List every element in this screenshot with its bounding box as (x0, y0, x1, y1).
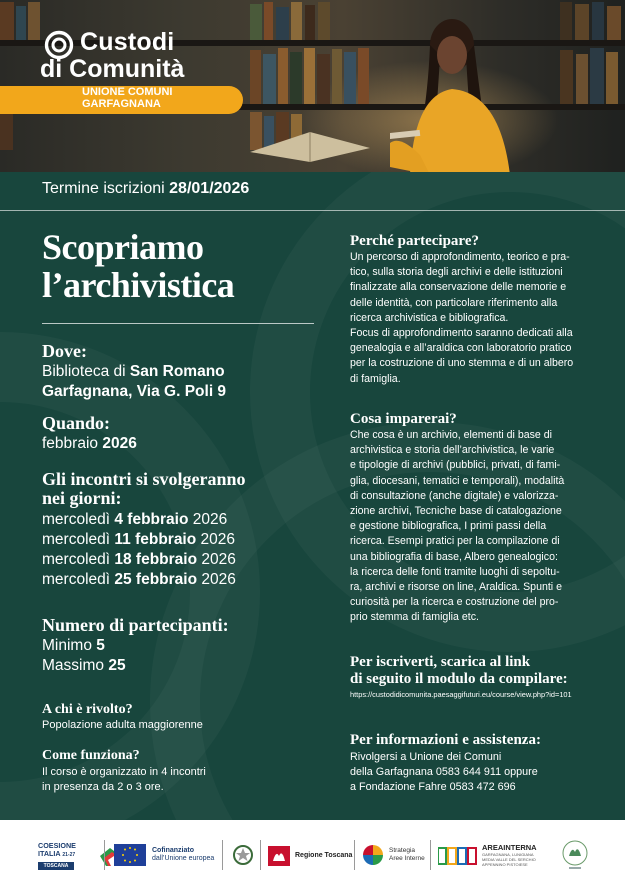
info-heading: Per informazioni e assistenza: (350, 732, 541, 748)
participants-heading: Numero di partecipanti: (42, 615, 229, 635)
learn-line: e gestione bibliografica, I primi passi della (350, 520, 547, 533)
learn-line: prio stemma di famiglia etc. (350, 611, 479, 624)
when-month: febbraio (42, 435, 99, 452)
area-interna-logo (438, 844, 537, 867)
how-heading: Come funziona? (42, 748, 140, 763)
learn-line: una bibliografia di base, Albero genealogico: (350, 550, 558, 563)
deadline-date: 28/01/2026 (169, 180, 250, 197)
title-divider (42, 323, 314, 324)
meetings-heading-line1: Gli incontri si svolgeranno (42, 469, 246, 489)
why-line: per la costruzione di uno stemma e di un albero (350, 357, 574, 370)
info-line: Rivolgersi a Unione dei Comuni (350, 751, 502, 763)
student-figure (390, 15, 550, 172)
learn-line: glia, diocesani, tematici e temporali), modalità (350, 474, 565, 487)
participants-min (42, 636, 105, 656)
meeting-date: 18 febbraio (114, 551, 198, 568)
why-line: ricerca archivistica e bibliografica. (350, 311, 509, 324)
why-line: delle identità, con particolare riferimento alla (350, 296, 558, 309)
how-line1: Il corso è organizzato in 4 incontri (42, 766, 206, 778)
eu-line2: dall’Unione europea (152, 855, 215, 862)
max-value: 25 (108, 657, 126, 674)
brand-badge-text (82, 86, 172, 110)
learn-line: archivistica e storia dell’archivistica, le varie (350, 444, 555, 457)
eu-line1: Cofinanziato (152, 847, 194, 854)
audience-heading: A chi è rivolto? (42, 702, 133, 717)
min-label: Minimo (42, 637, 92, 654)
coesione-region: TOSCANA (38, 862, 74, 870)
learn-paragraph (350, 428, 600, 626)
meeting-date-item (42, 530, 235, 550)
area-title: AREAINTERNA (482, 843, 537, 852)
meeting-date: 25 febbraio (114, 571, 198, 588)
when-value (42, 434, 137, 454)
eu-logo (114, 844, 214, 866)
open-book-illustration (250, 112, 380, 162)
meeting-weekday: mercoledì (42, 531, 111, 548)
where-heading: Dove: (42, 341, 87, 361)
signup-heading-line2: di seguito il modulo da compilare: (350, 671, 568, 687)
hero-photo (0, 0, 625, 172)
why-line: Un percorso di approfondimento, teorico e pra- (350, 251, 570, 263)
learn-line: Che cosa è un archivio, elementi di base di (350, 429, 552, 441)
deadline (42, 180, 249, 198)
learn-line: ricerca. Esempi pratici per la compilazione di (350, 535, 560, 548)
footer-divider (430, 840, 431, 870)
coesione-line2: ITALIA (38, 849, 61, 858)
meeting-year: 2026 (201, 571, 236, 588)
audience-text: Popolazione adulta maggiorenne (42, 719, 203, 731)
meeting-date: 4 febbraio (114, 511, 189, 528)
meetings-heading-line2: nei giorni: (42, 488, 122, 508)
why-line: genealogia e all’araldica con laboratorio pratico (350, 342, 572, 355)
signup-link[interactable]: https://custodidicomunita.paesaggifuturi.eu/course/view.php?id=101 (350, 690, 572, 699)
where-prefix: Biblioteca di (42, 363, 130, 380)
coesione-years: 21-27 (62, 852, 76, 858)
participants-max (42, 656, 126, 676)
area-sub: MEDIA VALLE DEL SERCHIO (482, 857, 536, 862)
deadline-label: Termine iscrizioni (42, 180, 165, 197)
community-seal-icon (560, 838, 590, 872)
main-panel (0, 172, 625, 820)
signup-heading-line1: Per iscriverti, scarica al link (350, 654, 531, 670)
learn-line: curiosità per la ricerca e costruzione del pro- (350, 596, 559, 609)
learn-line: zione archivi, Tecniche base di catalogazione (350, 505, 562, 518)
why-paragraph (350, 250, 600, 387)
when-year: 2026 (102, 435, 137, 452)
regione-toscana-logo (268, 846, 352, 866)
divider (0, 210, 625, 211)
footer-divider (104, 840, 105, 870)
brand-name-line1: Custodi (80, 28, 175, 56)
meeting-weekday: mercoledì (42, 551, 111, 568)
learn-line: e tipologie di archivi (pubblici, privati, di fami- (350, 459, 561, 472)
meeting-date-item (42, 510, 227, 530)
meeting-year: 2026 (192, 511, 228, 528)
where-line2: Garfagnana, Via G. Poli 9 (42, 383, 227, 400)
meeting-weekday: mercoledì (42, 571, 111, 588)
meeting-date: 11 febbraio (114, 531, 197, 548)
badge-line1: UNIONE COMUNI (82, 86, 173, 98)
why-line: di famiglia. (350, 372, 401, 385)
min-value: 5 (96, 637, 105, 654)
meeting-year: 2026 (200, 531, 236, 548)
italian-republic-emblem-icon (232, 842, 254, 868)
learn-line: la ricerca delle fonti tramite luoghi di sepoltu- (350, 565, 560, 578)
learn-line: ra, archivi e risorse on line, Araldica. Spunti e (350, 581, 562, 594)
where-place: San Romano (129, 363, 225, 380)
why-line: Focus di approfondimento saranno dedicati alla (350, 327, 573, 340)
footer-divider (354, 840, 355, 870)
how-line2: in presenza da 2 o 3 ore. (42, 781, 164, 793)
where-line1 (42, 362, 225, 382)
badge-line2: GARFAGNANA (82, 98, 161, 110)
info-line: della Garfagnana 0583 644 911 oppure (350, 766, 538, 778)
coesione-italia-logo (38, 842, 120, 870)
meeting-weekday: mercoledì (42, 511, 111, 528)
area-sub: APPENNINO PISTOIESE (482, 862, 528, 867)
meeting-date-item (42, 570, 236, 590)
why-heading: Perché partecipare? (350, 233, 479, 249)
max-label: Massimo (42, 657, 105, 674)
title-line2: l’archivistica (42, 265, 235, 305)
snai-line2: Aree Interne (389, 855, 425, 862)
learn-heading: Cosa imparerai? (350, 411, 457, 427)
learn-line: di consultazione (anche digitale) e valorizza- (350, 489, 559, 502)
regione-label: Regione Toscana (295, 852, 353, 859)
info-text (350, 750, 538, 795)
why-line: tico, sulla storia degli archivi e delle istituzioni (350, 266, 563, 279)
snai-logo (362, 844, 425, 866)
when-heading: Quando: (42, 413, 111, 433)
coesione-line1: COESIONE (38, 841, 76, 850)
regione-toscana-icon (268, 846, 290, 866)
snai-icon (362, 844, 384, 866)
brand-name-line2: di Comunità (40, 55, 185, 83)
area-interna-icon (438, 846, 478, 866)
snai-line1: Strategia (389, 847, 416, 854)
page-title (42, 228, 234, 304)
info-line: a Fondazione Fahre 0583 472 696 (350, 781, 516, 793)
title-line1: Scopriamo (42, 227, 204, 267)
footer-divider (260, 840, 261, 870)
meeting-date-item (42, 550, 236, 570)
footer-logos (0, 820, 625, 890)
meeting-year: 2026 (201, 551, 236, 568)
why-line: finalizzate alla conservazione delle memorie e (350, 281, 567, 294)
area-sub: GARFAGNANA, LUNIGIANA (482, 852, 534, 857)
footer-divider (222, 840, 223, 870)
eu-flag-icon (114, 844, 146, 866)
